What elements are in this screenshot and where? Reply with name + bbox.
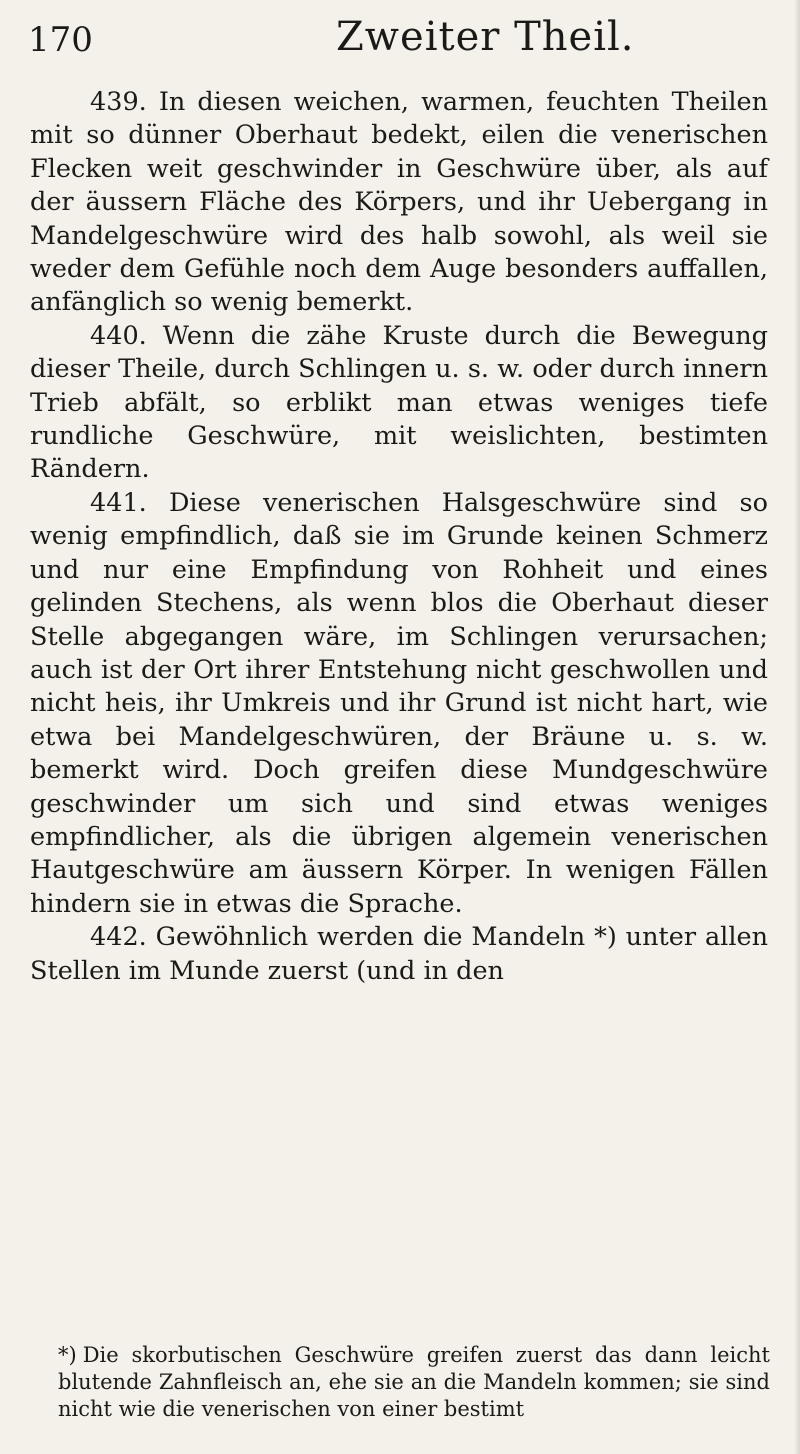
page-header — [28, 14, 760, 64]
paragraph-441: 441. Diese venerischen Halsgeschwüre sind so wenig empfindlich, daß sie im Grunde keinen Schmerz und nur eine Empfindung von Rohheit und eines gelinden Stechens, als wenn blos die Oberhaut dieser Stelle abgegangen wäre, im Schlingen verursachen; auch ist der Ort ihrer Entstehung nicht geschwollen und nicht heis, ihr Umkreis und ihr Grund ist nicht hart, wie etwa bei Mandelgeschwüren, der Bräune u. s. w. bemerkt wird. Doch greifen diese Mundgeschwüre geschwinder um sich und sind etwas weniges empfindlicher, als die übrigen algemein venerischen Hautgeschwüre am äussern Körper. In wenigen Fällen hindern sie in etwas die Sprache. — [30, 487, 768, 919]
paragraph-440: 440. Wenn die zähe Kruste durch die Bewegung dieser Theile, durch Schlingen u. s. w. oder durch innern Trieb abfält, so erblikt man etwas weniges tiefe rundliche Geschwüre, mit weislichten, bestimten Rändern. — [30, 320, 768, 485]
running-head: Zweiter Theil. — [336, 14, 635, 60]
page-edge-shadow — [794, 0, 800, 1454]
body-text — [30, 86, 768, 988]
page-number: 170 — [28, 20, 93, 60]
paragraph-439: 439. In diesen weichen, warmen, feuchten Theilen mit so dünner Oberhaut bedekt, eilen die venerischen Flecken weit geschwinder in Geschwüre über, als auf der äussern Fläche des Körpers, und ihr Uebergang in Mandelgeschwüre wird des halb sowohl, als weil sie weder dem Gefühle noch dem Auge besonders auffallen, anfänglich so wenig bemerkt. — [30, 87, 768, 318]
footnote-mark: *) — [58, 1343, 77, 1367]
footnote — [58, 1342, 770, 1423]
paragraph-442: 442. Gewöhnlich werden die Mandeln *) unter allen Stellen im Munde zuerst (und in den — [30, 922, 768, 986]
footnote-text: Die skorbutischen Geschwüre greifen zuerst das dann leicht blutende Zahnfleisch an, ehe sie an die Mandeln kommen; sie sind nicht wie die venerischen von einer bestimt — [58, 1343, 770, 1421]
